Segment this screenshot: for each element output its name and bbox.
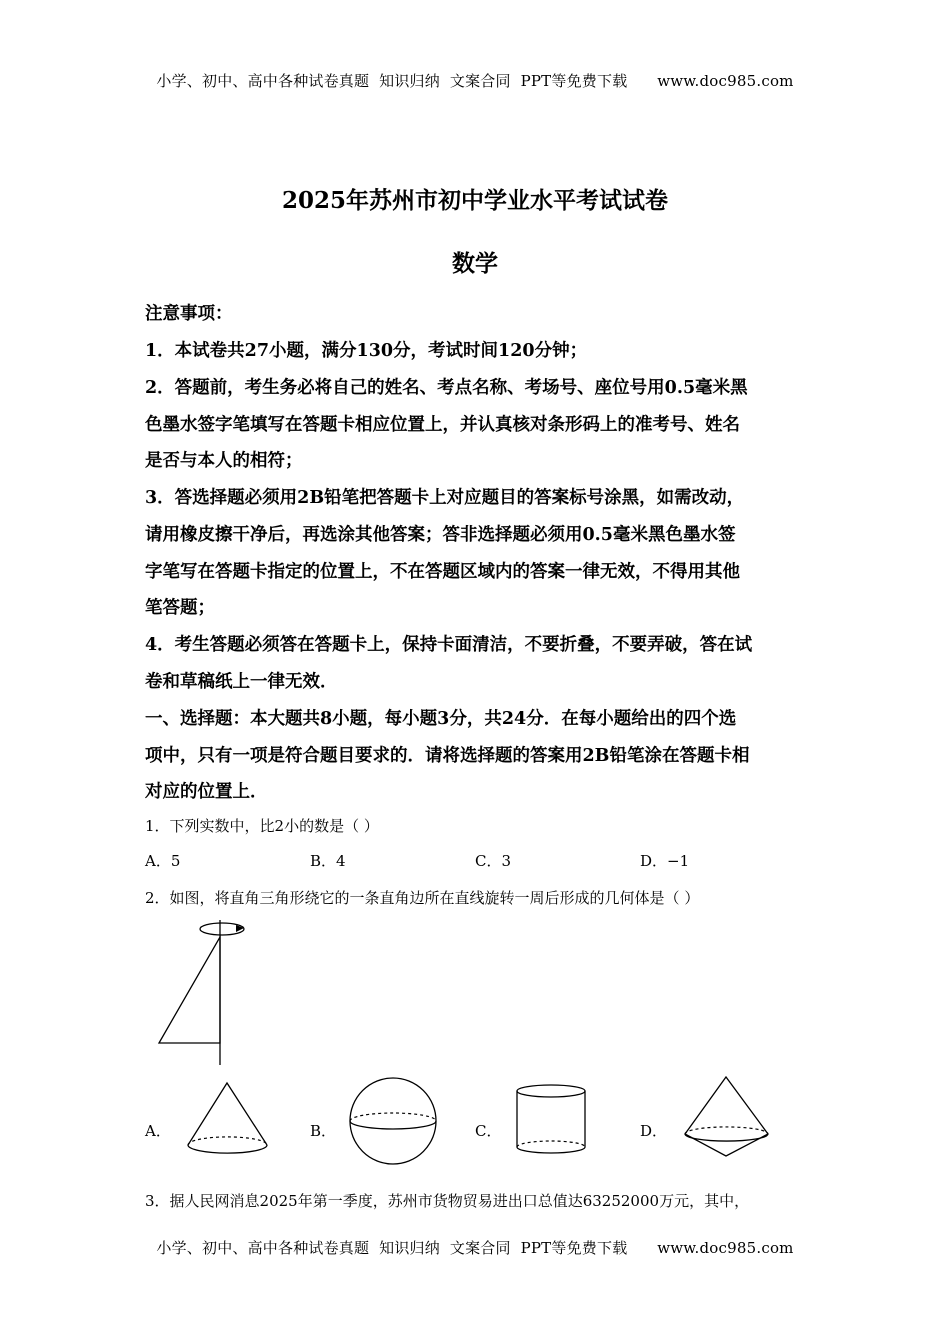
question-1-option-d: D．−1 — [640, 852, 690, 870]
exam-title: 2025年苏州市初中学业水平考试试卷 — [281, 187, 668, 214]
section-instruction: 一、选择题：本大题共8小题，每小题3分，共24分．在每小题给出的四个选 — [145, 709, 737, 729]
cylinder-figure — [514, 1083, 589, 1158]
notice-line: 笔答题； — [145, 598, 215, 618]
question-2-option-b: B． — [310, 1122, 337, 1140]
question-2-option-a: A． — [145, 1122, 171, 1140]
notice-line: 色墨水签字笔填写在答题卡相应位置上，并认真核对条形码上的准考号、姓名 — [145, 415, 740, 435]
section-instruction: 对应的位置上． — [145, 782, 268, 802]
question-1-option-c: C．3 — [475, 852, 512, 870]
notice-line: 卷和草稿纸上一律无效． — [145, 672, 338, 692]
question-1-option-b: B．4 — [310, 852, 346, 870]
sphere-figure — [348, 1076, 438, 1166]
notice-line: 2．答题前，考生务必将自己的姓名、考点名称、考场号、座位号用0.5毫米黑 — [145, 378, 748, 398]
exam-subject: 数学 — [452, 250, 498, 277]
section-instruction: 项中，只有一项是符合题目要求的．请将选择题的答案用2B铅笔涂在答题卡相 — [145, 746, 750, 766]
notice-line: 是否与本人的相符； — [145, 451, 303, 471]
page-footer: 小学、初中、高中各种试卷真题 知识归纳 文案合同 PPT等免费下载 www.doc985.com — [156, 1239, 794, 1257]
notice-line: 1．本试卷共27小题，满分130分，考试时间120分钟； — [145, 341, 588, 361]
page-header: 小学、初中、高中各种试卷真题 知识归纳 文案合同 PPT等免费下载 www.doc985.com — [156, 72, 794, 90]
cone-figure — [185, 1080, 270, 1160]
question-2-option-c: C． — [475, 1122, 502, 1140]
notice-line: 3．答选择题必须用2B铅笔把答题卡上对应题目的答案标号涂黑，如需改动， — [145, 488, 745, 508]
question-1-option-a: A．5 — [145, 852, 181, 870]
notice-line: 字笔写在答题卡指定的位置上，不在答题区域内的答案一律无效，不得用其他 — [145, 562, 740, 582]
question-3-stem: 3．据人民网消息2025年第一季度，苏州市货物贸易进出口总值达63252000万元，其中， — [145, 1192, 750, 1210]
notice-line: 请用橡皮擦干净后，再选涂其他答案；答非选择题必须用0.5毫米黑色墨水签 — [145, 525, 736, 545]
question-1-stem: 1．下列实数中，比2小的数是（ ） — [145, 817, 379, 835]
rotating-triangle-figure — [150, 915, 250, 1070]
notice-line: 4．考生答题必须答在答题卡上，保持卡面清洁，不要折叠，不要弄破，答在试 — [145, 635, 753, 655]
double-cone-figure — [682, 1074, 772, 1160]
question-2-stem: 2．如图，将直角三角形绕它的一条直角边所在直线旋转一周后形成的几何体是（ ） — [145, 889, 700, 907]
notice-heading: 注意事项： — [145, 304, 233, 324]
question-2-option-d: D． — [640, 1122, 668, 1140]
